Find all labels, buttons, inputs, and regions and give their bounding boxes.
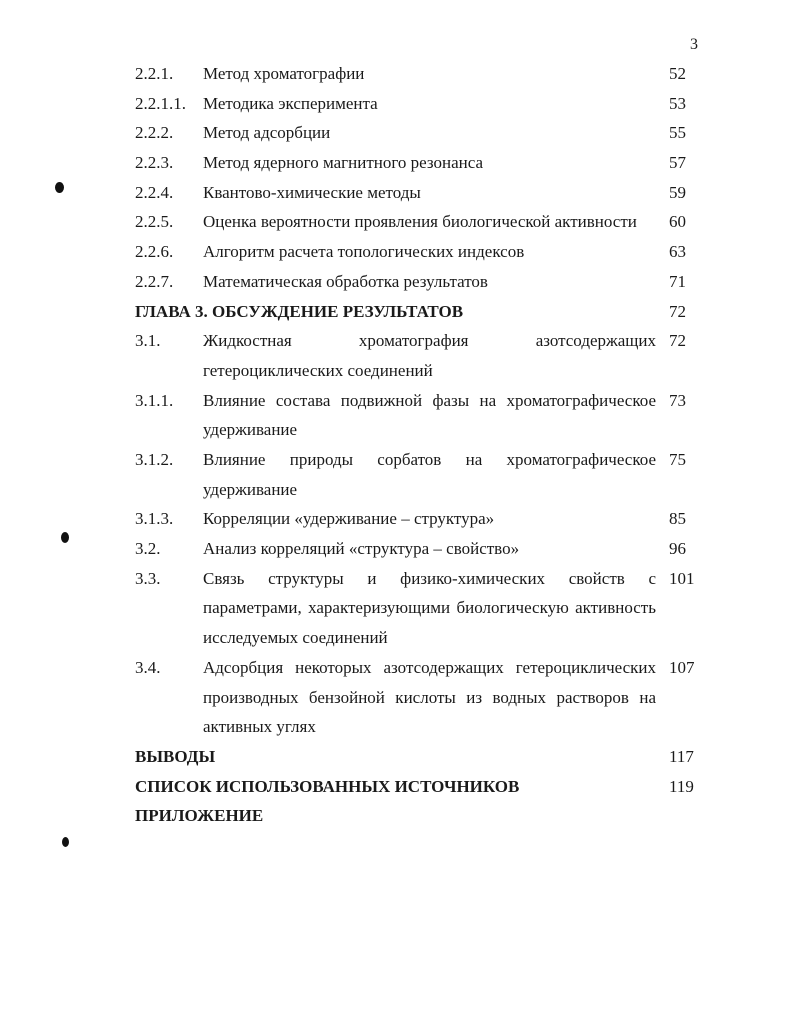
toc-entry-page: 53 — [669, 93, 686, 113]
toc-entry — [0, 653, 797, 742]
toc-entry-number: 3.3. — [135, 568, 161, 588]
toc-entry-title: Адсорбция некоторых азотсодержащих гетероциклических производных бензойной кислоты из водных растворов на активных углях — [203, 657, 656, 737]
toc-section-heading — [0, 772, 797, 802]
toc-entry — [0, 178, 797, 208]
toc-entry-number: 2.2.4. — [135, 182, 174, 202]
toc-entry-page: 55 — [669, 123, 686, 143]
punch-hole-mark — [62, 837, 69, 847]
toc-entry-number: 2.2.1.1. — [135, 93, 186, 113]
toc-entry — [0, 326, 797, 385]
toc-entry-page: 59 — [669, 182, 686, 202]
toc-entry-page: 101 — [669, 568, 695, 588]
toc-entry-number: 2.2.3. — [135, 153, 174, 173]
toc-entry-number: 2.2.2. — [135, 123, 174, 143]
toc-section-title: СПИСОК ИСПОЛЬЗОВАННЫХ ИСТОЧНИКОВ — [135, 776, 520, 796]
punch-hole-mark — [61, 532, 69, 543]
toc-entry-title: Связь структуры и физико-химических свойств с параметрами, характеризующими биологическую активность исследуемых соединений — [203, 568, 656, 648]
toc-entry-title: Анализ корреляций «структура – свойство» — [203, 539, 520, 559]
toc-entry-number: 2.2.5. — [135, 212, 174, 232]
toc-entry-page: 72 — [669, 301, 686, 321]
toc-entry-title: Метод хроматографии — [203, 64, 365, 83]
toc-entry-page: 117 — [669, 747, 694, 766]
toc-entry-number: 2.2.6. — [135, 242, 174, 262]
toc-entry-number: 3.4. — [135, 657, 161, 677]
toc-entry-page: 57 — [669, 153, 686, 173]
toc-entry-title: Алгоритм расчета топологических индексов — [203, 242, 525, 262]
toc-entry — [0, 504, 797, 534]
toc-entry — [0, 445, 797, 504]
toc-entry-title: Влияние состава подвижной фазы на хроматографическое удерживание — [203, 390, 656, 440]
toc-entry-number: 3.1.3. — [135, 509, 174, 529]
toc-entry-page: 96 — [669, 539, 686, 559]
toc-entry-page: 119 — [669, 776, 694, 796]
toc-section-title: ПРИЛОЖЕНИЕ — [135, 806, 264, 826]
toc-entry — [0, 564, 797, 653]
toc-section-heading — [0, 801, 797, 831]
toc-entry-number: 3.2. — [135, 539, 161, 559]
toc-entry — [0, 207, 797, 237]
toc-entry-title: Корреляции «удерживание – структура» — [203, 509, 495, 529]
toc-entry-number: 2.2.7. — [135, 271, 174, 291]
toc-entry-number: 3.1.1. — [135, 390, 174, 410]
toc-chapter-title: ГЛАВА 3. ОБСУЖДЕНИЕ РЕЗУЛЬТАТОВ — [135, 301, 464, 321]
page-number: 3 — [690, 36, 698, 53]
toc-entry-title: Метод ядерного магнитного резонанса — [203, 153, 484, 173]
toc-entry-title: Жидкостная хроматография азотсодержащих гетероциклических соединений — [203, 331, 656, 380]
toc-section-title: ВЫВОДЫ — [135, 747, 216, 766]
toc-entry — [0, 267, 797, 297]
toc-entry-title: Метод адсорбции — [203, 123, 331, 143]
toc-entry-page: 72 — [669, 331, 686, 351]
toc-chapter-heading — [0, 297, 797, 327]
toc-entry — [0, 148, 797, 178]
toc-entry-title: Методика эксперимента — [203, 93, 378, 113]
toc-entry-number: 3.1. — [135, 331, 161, 351]
toc-entry — [0, 386, 797, 445]
toc-entry-page: 75 — [669, 450, 686, 469]
toc-entry — [0, 118, 797, 148]
toc-entry-title: Оценка вероятности проявления биологической активности — [203, 212, 637, 232]
toc-entry — [0, 534, 797, 564]
toc-entry-page: 73 — [669, 390, 686, 410]
toc-entry-page: 71 — [669, 271, 686, 291]
table-of-contents — [0, 59, 797, 831]
toc-entry-title: Влияние природы сорбатов на хроматографическое удерживание — [203, 450, 656, 499]
toc-entry-title: Математическая обработка результатов — [203, 271, 488, 291]
toc-entry-page: 63 — [669, 242, 686, 262]
toc-entry-page: 85 — [669, 509, 686, 529]
punch-hole-mark — [55, 182, 64, 193]
toc-entry-page: 52 — [669, 64, 686, 83]
toc-entry-page: 60 — [669, 212, 686, 232]
toc-entry — [0, 59, 797, 89]
toc-entry-number: 2.2.1. — [135, 64, 174, 83]
toc-entry — [0, 237, 797, 267]
toc-entry-number: 3.1.2. — [135, 450, 174, 469]
toc-section-heading — [0, 742, 797, 772]
toc-entry-title: Квантово-химические методы — [203, 182, 421, 202]
toc-entry-page: 107 — [669, 657, 695, 677]
toc-entry — [0, 89, 797, 119]
